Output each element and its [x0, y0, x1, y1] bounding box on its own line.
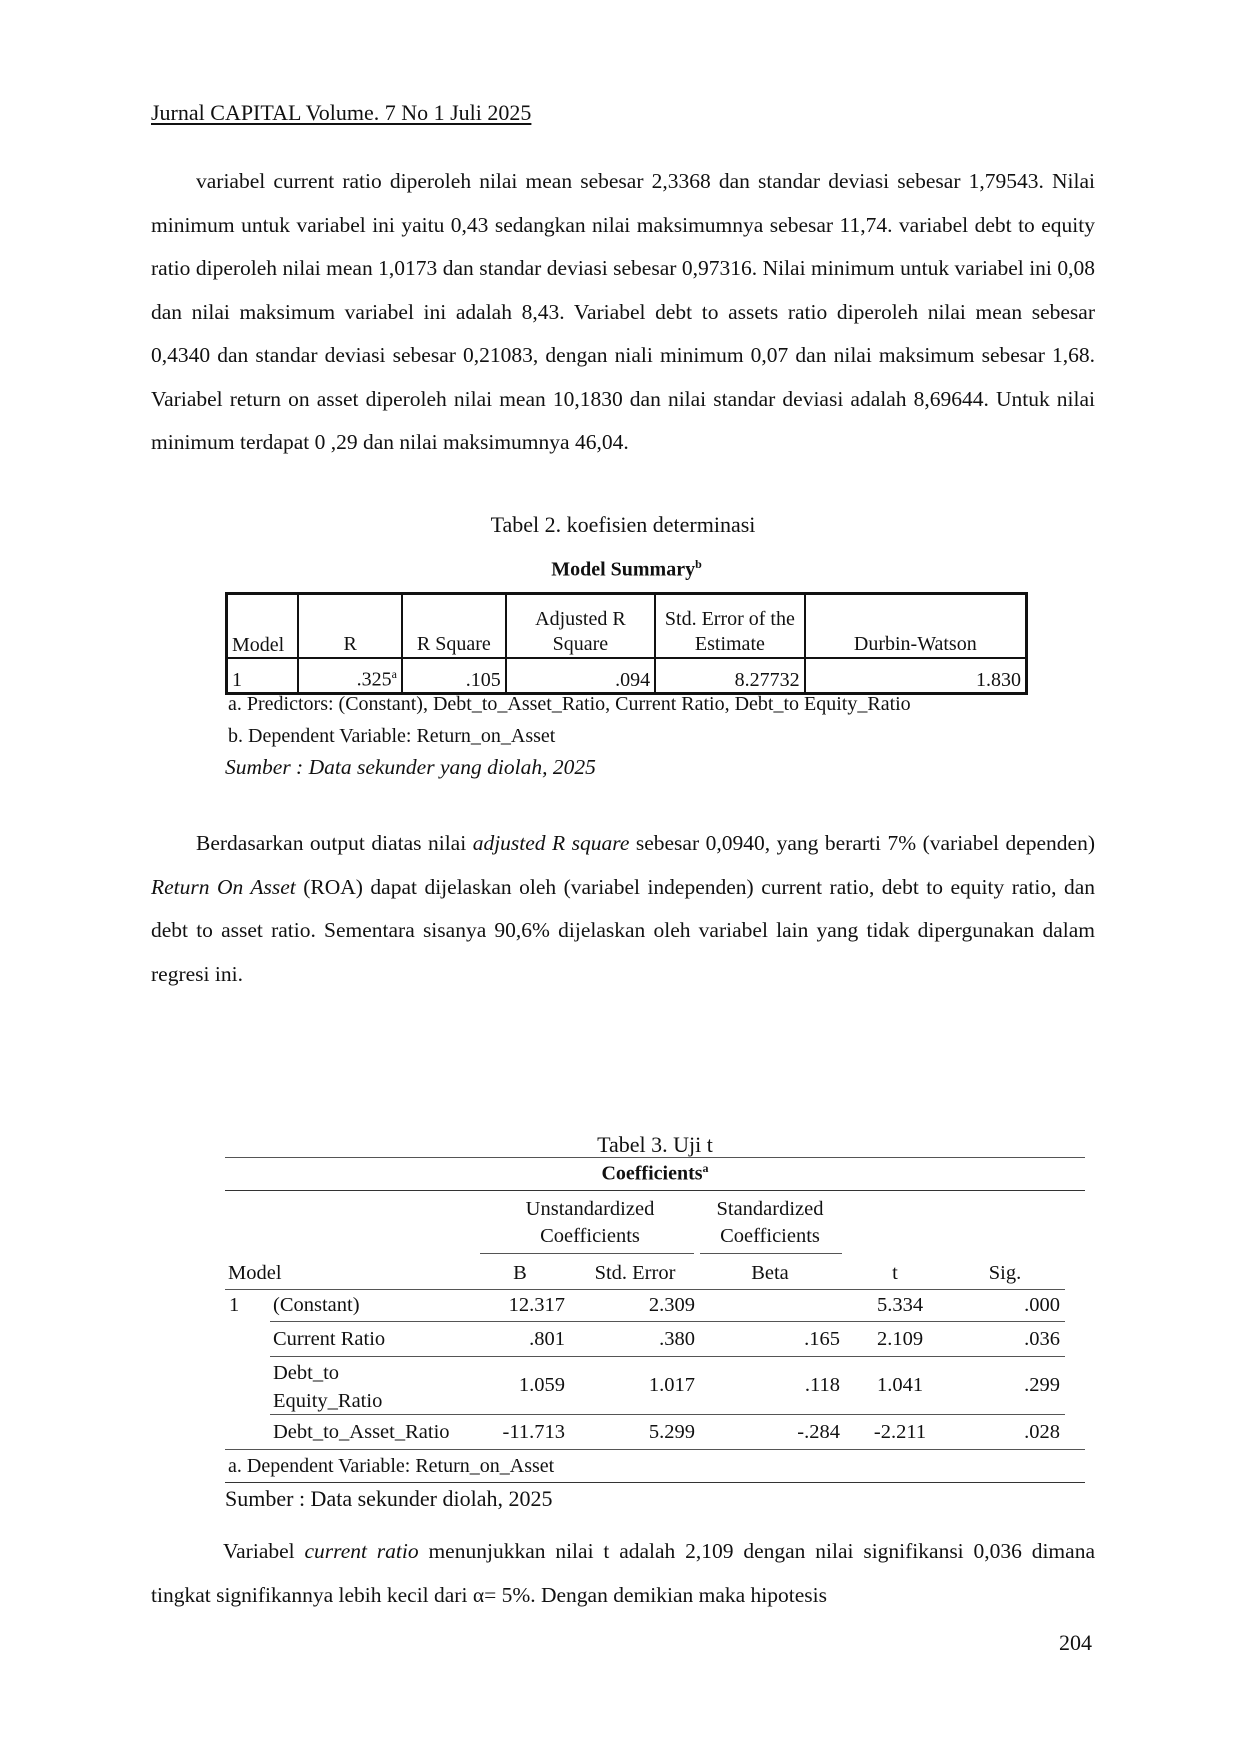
row-debt-equity-beta: .118 [804, 1374, 840, 1396]
table3-title: Coefficients$^a$ [601, 1161, 709, 1185]
row-constant-name: (Constant) [273, 1294, 360, 1316]
row-rule [270, 1356, 1065, 1357]
row-debt-asset-sig: .028 [1024, 1421, 1060, 1443]
group-header-unstandardized: Unstandardized Coefficients [525, 1198, 655, 1247]
table2-source: Sumber : Data sekunder yang diolah, 2025 [225, 755, 596, 779]
table2-note-a: a. Predictors: (Constant), Debt_to_Asset_Ratio, Current Ratio, Debt_to Equity_Ratio [228, 693, 911, 715]
header-t: t [892, 1262, 898, 1284]
row-current-ratio-se: .380 [659, 1328, 695, 1350]
row-constant-se: 2.309 [648, 1294, 695, 1316]
cell-adj-r-square: .094 [506, 658, 655, 694]
row-current-ratio-b: .801 [529, 1328, 565, 1350]
group-rule-standardized [700, 1253, 842, 1254]
table3-title-rule [225, 1190, 1085, 1191]
row-current-ratio-t: 2.109 [876, 1328, 924, 1350]
row-debt-asset-name: Debt_to_Asset_Ratio [273, 1421, 450, 1443]
row-debt-equity-sig: .299 [1024, 1374, 1060, 1396]
row-debt-equity-b: 1.059 [518, 1374, 565, 1396]
row-rule [270, 1321, 1065, 1322]
header-b: B [513, 1262, 527, 1284]
row-debt-asset-b: -11.713 [502, 1421, 565, 1443]
row-debt-equity-t: 1.041 [876, 1374, 924, 1396]
row-constant-b: 12.317 [508, 1294, 565, 1316]
table3-footer-rule [225, 1482, 1085, 1483]
row-debt-equity-name: Debt_to Equity_Ratio [273, 1362, 383, 1412]
row-debt-equity-se: 1.017 [648, 1374, 695, 1396]
header-std-error: Std. Error of the Estimate [655, 594, 804, 659]
header-durbin-watson: Durbin-Watson [805, 594, 1027, 659]
header-r: R [298, 594, 402, 659]
header-model: Model [227, 594, 299, 659]
header-r-square: R Square [402, 594, 506, 659]
table2-title: Model Summary$^b$ [551, 557, 702, 581]
table-row [227, 658, 1027, 694]
journal-header: Jurnal CAPITAL Volume. 7 No 1 Juli 2025 [151, 100, 532, 125]
cell-r: .325$^a$ [298, 658, 402, 694]
row-rule [270, 1414, 1065, 1415]
header-beta: Beta [751, 1262, 789, 1284]
row-debt-asset-beta: -.284 [797, 1421, 840, 1443]
header-sig: Sig. [988, 1262, 1022, 1284]
table3-note-a: a. Dependent Variable: Return_on_Asset [228, 1455, 555, 1477]
header-bottom-rule [225, 1289, 1065, 1290]
paragraph-current-ratio: Variabel current ratio menunjukkan nilai t adalah 2,109 dengan nilai signifikansi 0,036 dimana tingkat signifikannya lebih kecil dari α= 5%. Dengan demikian maka hipotesis [151, 1539, 1095, 1607]
row-debt-asset-se: 5.299 [648, 1421, 695, 1443]
header-adj-r-square: Adjusted R Square [506, 594, 655, 659]
cell-durbin-watson: 1.830 [805, 658, 1027, 694]
header-model: Model [228, 1262, 282, 1284]
row-current-ratio-sig: .036 [1024, 1328, 1060, 1350]
model-summary-table [225, 592, 1028, 695]
table3-top-rule [225, 1157, 1085, 1158]
row-debt-asset-t: -2.211 [873, 1421, 927, 1443]
paragraph-interpretation: Berdasarkan output diatas nilai adjusted R square sebesar 0,0940, yang berarti 7% (variabel dependen) Return On Asset (ROA) dapat dijelaskan oleh (variabel independen) current ratio, debt to equity ratio, dan debt to asset ratio. Sementara sisanya 90,6% dijelaskan oleh variabel lain yang tidak dipergunakan dalam regresi ini. [151, 831, 1095, 986]
page-number: 204 [1059, 1630, 1092, 1655]
cell-std-error: 8.27732 [655, 658, 804, 694]
table-header-row [227, 594, 1027, 659]
table3-bottom-rule [225, 1449, 1085, 1450]
cell-r-square: .105 [402, 658, 506, 694]
model-number: 1 [229, 1294, 240, 1316]
table3-caption: Tabel 3. Uji t [597, 1132, 713, 1157]
paragraph-descriptive: variabel current ratio diperoleh nilai mean sebesar 2,3368 dan standar deviasi sebesar 1,79543. Nilai minimum untuk variabel ini yaitu 0,43 sedangkan nilai maksimumnya sebesar 11,74. variabel debt to equity ratio diperoleh nilai mean 1,0173 dan standar deviasi sebesar 0,97316. Nilai minimum untuk variabel ini 0,08 dan nilai maksimum variabel ini adalah 8,43. Variabel debt to assets ratio diperoleh nilai mean sebesar 0,4340 dan standar deviasi sebesar 0,21083, dengan niali minimum 0,07 dan nilai maksimum sebesar 1,68. Variabel return on asset diperoleh nilai mean 10,1830 dan nilai standar deviasi adalah 8,69644. Untuk nilai minimum terdapat 0 ,29 dan nilai maksimumnya 46,04. [151, 169, 1095, 454]
group-header-standardized: Standardized Coefficients [716, 1198, 824, 1247]
table2-caption: Tabel 2. koefisien determinasi [490, 512, 756, 537]
cell-model: 1 [227, 658, 299, 694]
table2-note-b: b. Dependent Variable: Return_on_Asset [228, 725, 556, 747]
table3-source: Sumber : Data sekunder diolah, 2025 [225, 1486, 553, 1511]
row-current-ratio-beta: .165 [804, 1328, 840, 1350]
row-constant-sig: .000 [1024, 1294, 1060, 1316]
row-current-ratio-name: Current Ratio [273, 1328, 386, 1350]
row-constant-t: 5.334 [876, 1294, 924, 1316]
group-rule-unstandardized [480, 1253, 694, 1254]
header-std-error: Std. Error [594, 1262, 676, 1284]
